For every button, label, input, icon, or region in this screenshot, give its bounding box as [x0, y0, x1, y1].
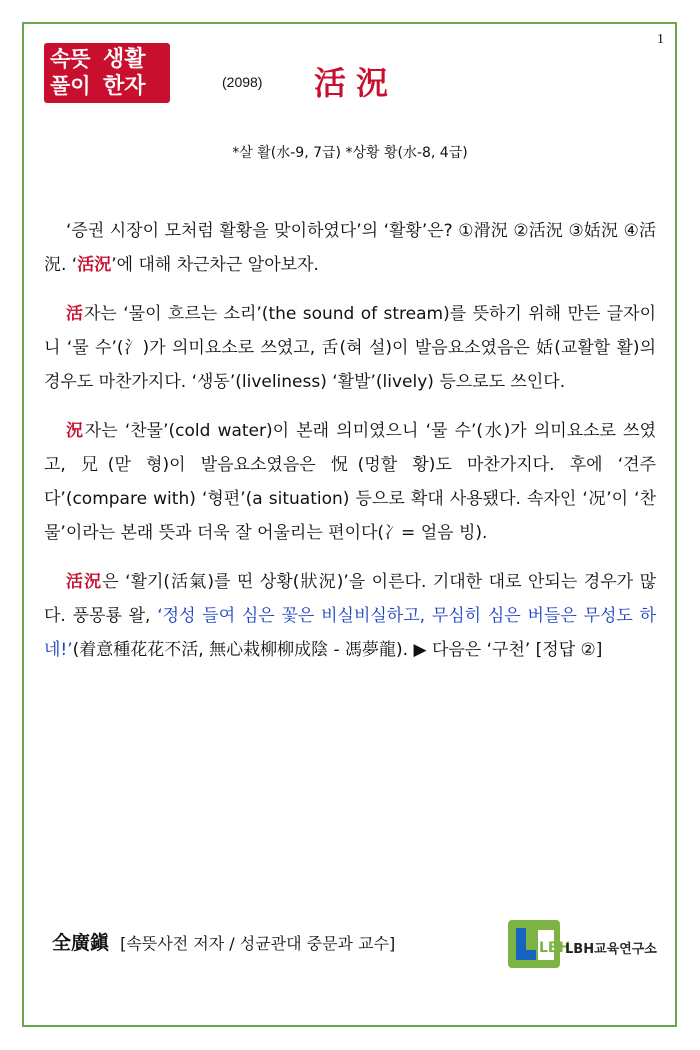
lbh-label: LBH교육연구소: [565, 942, 657, 957]
paragraph-conclusion: [44, 565, 656, 667]
author-name: 全廣鎭: [52, 932, 110, 954]
text-span: ‘증권 시장이 모처럼 활황을 맞이하였다’의 ‘활황’은? ①滑況 ②活況 ③姡況 ④活況. ‘: [44, 221, 656, 275]
text-span: ’에 대해 차근차근 알아보자.: [111, 255, 319, 275]
highlight-term: 活: [66, 304, 84, 324]
highlight-term: 況: [66, 421, 85, 441]
text-span: 은 ‘활기(活氣)를 띤 상황(狀況)’을 이른다. 기대한 대로 안되는 경우가 많다. 풍몽룡 왈,: [44, 572, 656, 626]
highlight-term: 活況: [77, 255, 112, 275]
paragraph-intro: [44, 214, 656, 282]
article-code: (2098): [222, 74, 263, 90]
logo-text: 한자: [103, 74, 146, 99]
logo-text: 생활: [103, 47, 146, 72]
text-span: 자는 ‘찬물’(cold water)이 본래 의미였으니 ‘물 수’(水)가 의미요소로 쓰였고, 兄(맏 형)이 발음요소였음은 怳(멍할 황)도 마찬가지다. 후에 ‘견주다’(compare with) ‘형편’(a situation) 등으로 확대 사용됐다. 속자인 ‘况’이 ‘찬물’이라는 본래 뜻과 더욱 잘 어울리는 편이다(冫= 얼음 빙).: [44, 421, 657, 543]
lbh-logo-mark: LBH: [539, 940, 571, 956]
author-description: [속뜻사전 저자 / 성균관대 중문과 교수]: [120, 934, 396, 953]
page-title: 活況: [314, 64, 399, 102]
quote-text: ‘정성 들여 심은 꽃은 비실비실하고, 무심히 심은 버들은 무성도 하네!’: [44, 606, 656, 660]
logo-text: 풀이: [50, 74, 91, 98]
paragraph-hwal: [44, 297, 656, 399]
highlight-term: 活況: [66, 572, 103, 592]
series-logo: [44, 43, 170, 103]
character-reading: *살 활(水-9, 7급) *상황 황(水-8, 4급): [232, 145, 468, 161]
text-span: 자는 ‘물이 흐르는 소리’(the sound of stream)를 뜻하기 위해 만든 글자이니 ‘물 수’(氵)가 의미요소로 쓰였고, 舌(혀 설)이 발음요소였음은 姡(교활할 활)의 경우도 마찬가지다. ‘생동’(liveliness) ‘활발’(lively) 등으로도 쓰인다.: [44, 304, 656, 392]
author-line: [52, 928, 395, 955]
article-body: [44, 214, 656, 682]
logo-text: 속뜻: [50, 47, 91, 71]
paragraph-hwang: [44, 414, 656, 550]
text-span: (着意種花花不活, 無心栽柳柳成陰 - 馮夢龍). ▶ 다음은 ‘구천’ [정답 ②]: [72, 640, 603, 660]
lbh-logo-icon: [506, 916, 571, 972]
page-number: 1: [657, 32, 664, 47]
